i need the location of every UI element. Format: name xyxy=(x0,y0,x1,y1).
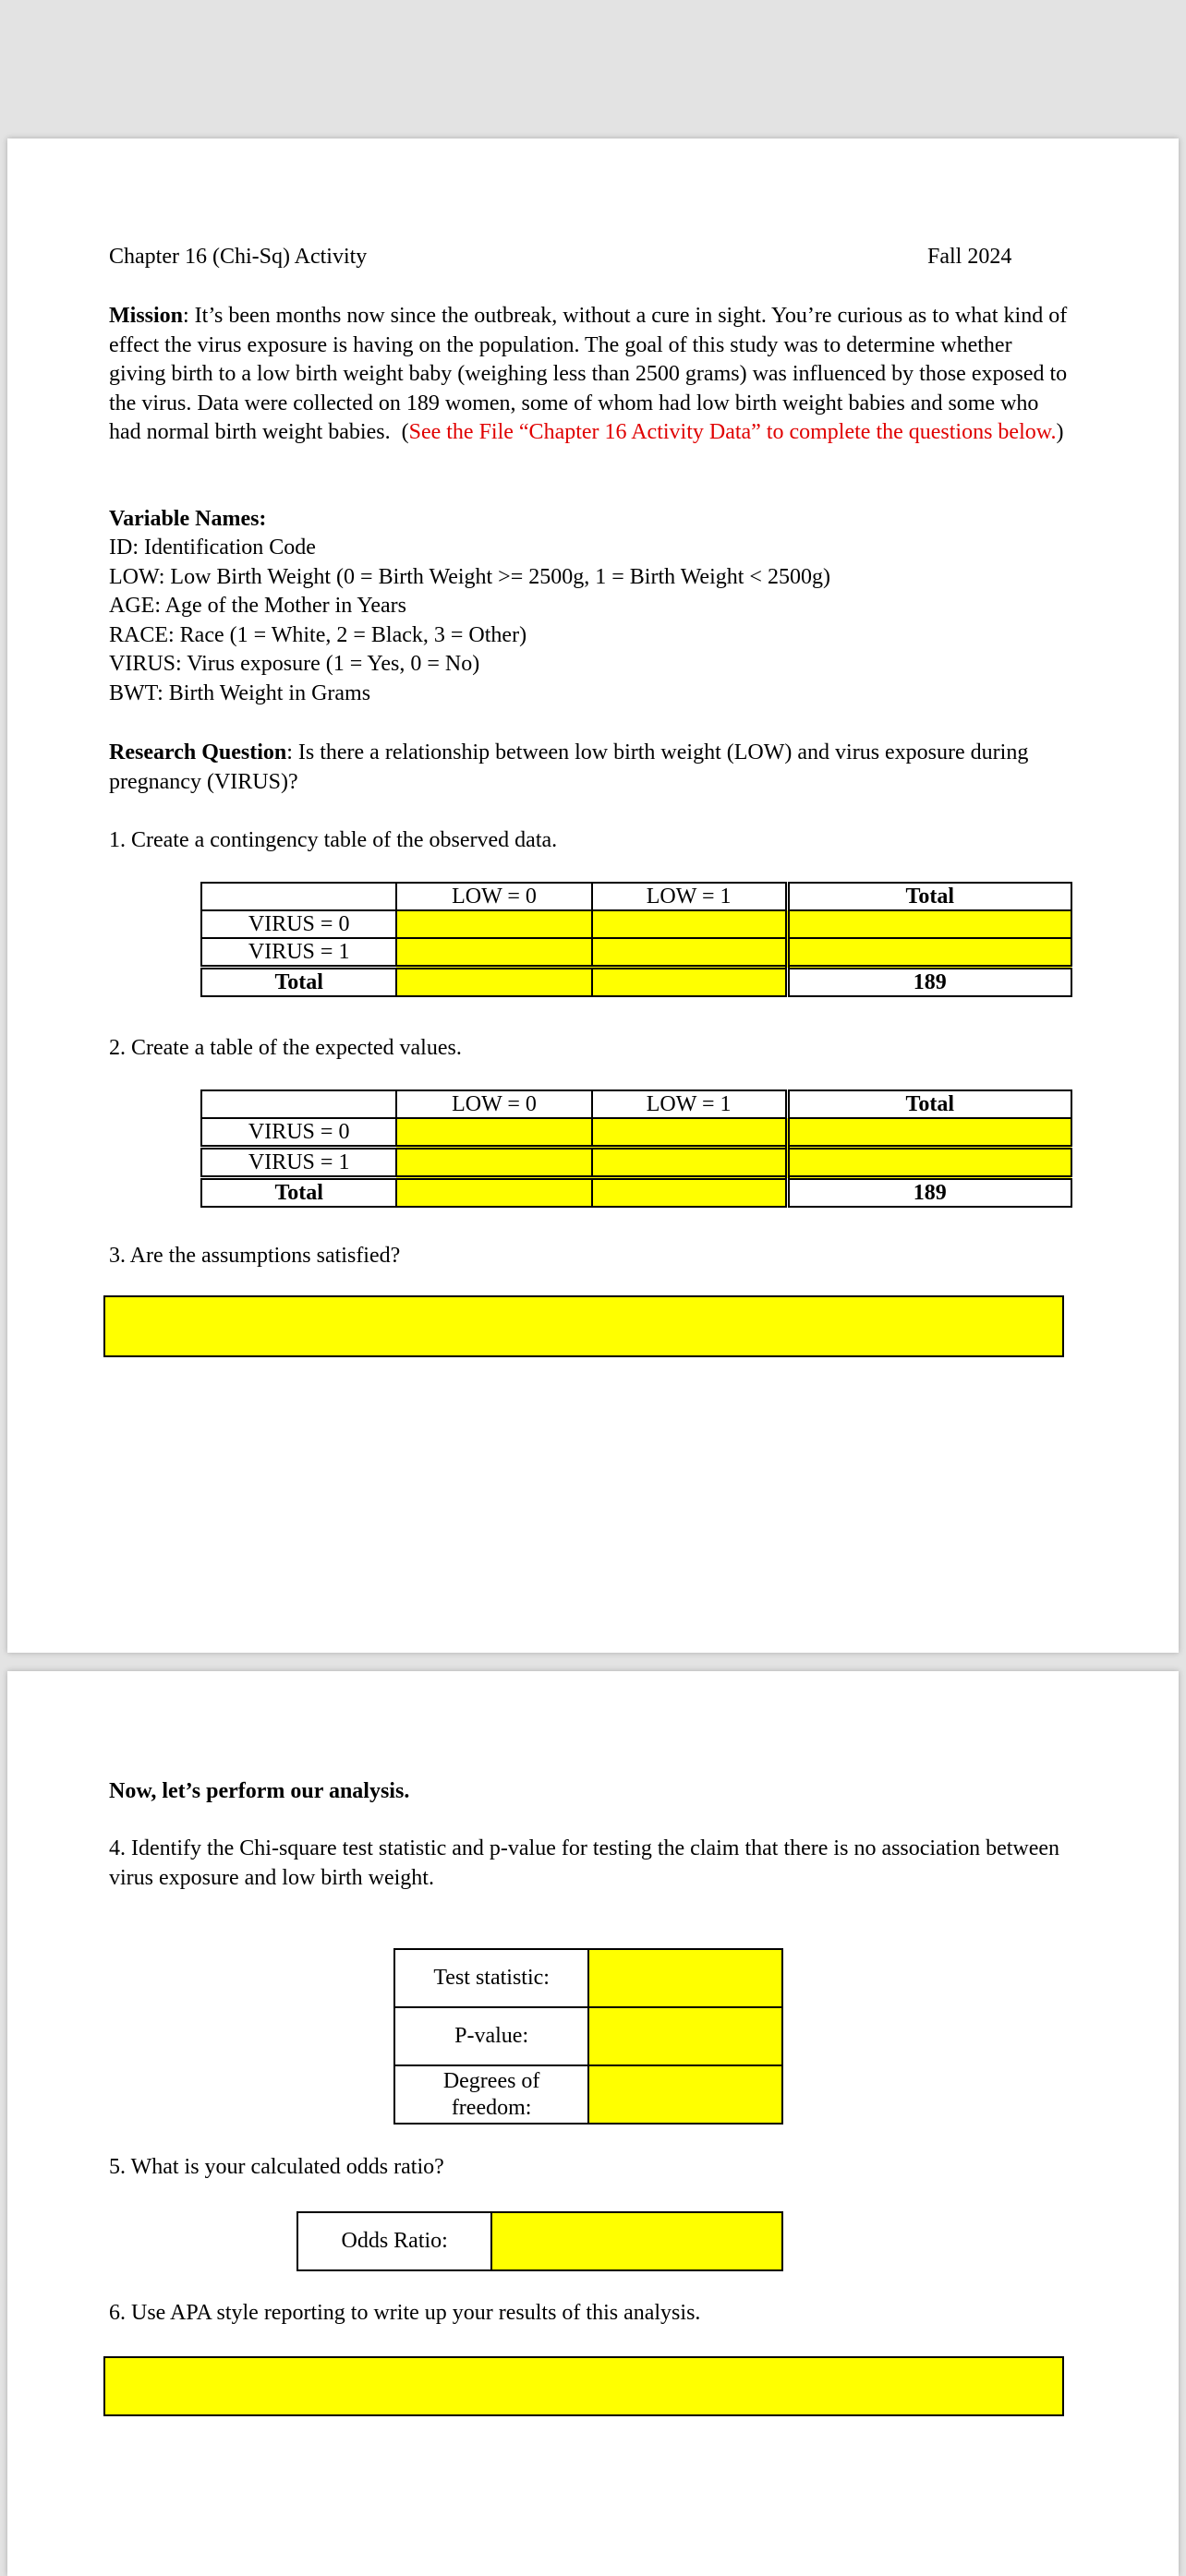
col-header: LOW = 0 xyxy=(396,883,591,910)
variable-names-heading: Variable Names: xyxy=(109,507,267,531)
answer-cell[interactable] xyxy=(592,1118,787,1148)
expected-table xyxy=(200,1089,1072,1208)
answer-cell[interactable] xyxy=(592,1178,787,1208)
chapter-title: Chapter 16 (Chi-Sq) Activity xyxy=(109,245,368,269)
research-text: : Is there a relationship between low birth weight (LOW) and virus exposure during pregnancy (VIRUS)? xyxy=(109,740,1029,794)
answer-cell[interactable] xyxy=(592,968,787,997)
row-header: VIRUS = 0 xyxy=(201,1118,396,1148)
apa-answer-box[interactable] xyxy=(103,2356,1064,2416)
answer-cell[interactable] xyxy=(787,1118,1071,1148)
answer-cell[interactable] xyxy=(396,1148,591,1178)
question-2: 2. Create a table of the expected values. xyxy=(109,1036,462,1060)
df-label-line2: freedom: xyxy=(451,2095,532,2120)
grand-total: 189 xyxy=(787,968,1071,997)
see-file-note: See the File “Chapter 16 Activity Data” to complete the questions below. xyxy=(408,420,1057,444)
mission-paragraph xyxy=(109,302,1070,448)
col-header: LOW = 1 xyxy=(592,883,787,910)
col-header: LOW = 1 xyxy=(592,1090,787,1118)
observed-table xyxy=(200,882,1072,997)
mission-text: : It’s been months now since the outbreak, without a cure in sight. You’re curious as to what kind of effect the virus exposure is having on the population. The goal of this study was to determine whether giving birth to a low birth weight baby (weighing less than 2500 grams) was influenced by those exposed to the virus. Data were collected on 189 women, some of whom had low birth weight babies and some who had normal birth weight babies. xyxy=(109,304,1068,444)
answer-cell[interactable] xyxy=(396,968,591,997)
answer-cell[interactable] xyxy=(787,938,1071,968)
variable-item: VIRUS: Virus exposure (1 = Yes, 0 = No) xyxy=(109,652,480,676)
row-header-total: Total xyxy=(201,1178,396,1208)
odds-ratio-table xyxy=(296,2211,783,2271)
page-2 xyxy=(7,1671,1179,2576)
variable-item: LOW: Low Birth Weight (0 = Birth Weight >= 2500g, 1 = Birth Weight < 2500g) xyxy=(109,565,830,589)
answer-cell[interactable] xyxy=(396,1178,591,1208)
question-3: 3. Are the assumptions satisfied? xyxy=(109,1244,401,1268)
row-header: VIRUS = 1 xyxy=(201,938,396,968)
col-header-total: Total xyxy=(787,1090,1071,1118)
test-statistic-answer[interactable] xyxy=(588,1949,782,2007)
mission-paren-open: ( xyxy=(401,420,409,444)
row-header: VIRUS = 0 xyxy=(201,910,396,938)
page-1 xyxy=(7,138,1179,1653)
p-value-answer[interactable] xyxy=(588,2007,782,2065)
test-stats-table xyxy=(393,1948,783,2125)
answer-cell[interactable] xyxy=(592,1148,787,1178)
answer-cell[interactable] xyxy=(787,910,1071,938)
research-question xyxy=(109,739,1088,797)
col-header: LOW = 0 xyxy=(396,1090,591,1118)
research-label: Research Question xyxy=(109,740,287,764)
table-corner xyxy=(201,1090,396,1118)
row-header-total: Total xyxy=(201,968,396,997)
mission-paren-close: ) xyxy=(1056,420,1064,444)
answer-cell[interactable] xyxy=(592,938,787,968)
col-header-total: Total xyxy=(787,883,1071,910)
df-label-line1: Degrees of xyxy=(442,2068,540,2093)
answer-cell[interactable] xyxy=(396,910,591,938)
test-statistic-label: Test statistic: xyxy=(394,1949,588,2007)
table-corner xyxy=(201,883,396,910)
question-5: 5. What is your calculated odds ratio? xyxy=(109,2155,444,2179)
mission-label: Mission xyxy=(109,304,184,328)
row-header: VIRUS = 1 xyxy=(201,1148,396,1178)
term-label: Fall 2024 xyxy=(927,245,1012,269)
answer-cell[interactable] xyxy=(787,1148,1071,1178)
degrees-of-freedom-answer[interactable] xyxy=(588,2065,782,2124)
question-1: 1. Create a contingency table of the observed data. xyxy=(109,828,558,852)
variable-item: BWT: Birth Weight in Grams xyxy=(109,681,371,705)
question-6: 6. Use APA style reporting to write up your results of this analysis. xyxy=(109,2301,701,2325)
variable-item: ID: Identification Code xyxy=(109,536,316,560)
p-value-label: P-value: xyxy=(394,2007,588,2065)
degrees-of-freedom-label xyxy=(394,2065,588,2124)
odds-ratio-label: Odds Ratio: xyxy=(297,2212,491,2270)
analysis-heading: Now, let’s perform our analysis. xyxy=(109,1779,410,1803)
odds-ratio-answer[interactable] xyxy=(491,2212,782,2270)
variable-item: RACE: Race (1 = White, 2 = Black, 3 = Other) xyxy=(109,623,527,647)
answer-cell[interactable] xyxy=(396,1118,591,1148)
answer-cell[interactable] xyxy=(396,938,591,968)
grand-total: 189 xyxy=(787,1178,1071,1208)
assumptions-answer-box[interactable] xyxy=(103,1295,1064,1357)
question-4: 4. Identify the Chi-square test statistic and p-value for testing the claim that there is no association between virus exposure and low birth weight. xyxy=(109,1836,1060,1890)
answer-cell[interactable] xyxy=(592,910,787,938)
variable-item: AGE: Age of the Mother in Years xyxy=(109,594,406,618)
